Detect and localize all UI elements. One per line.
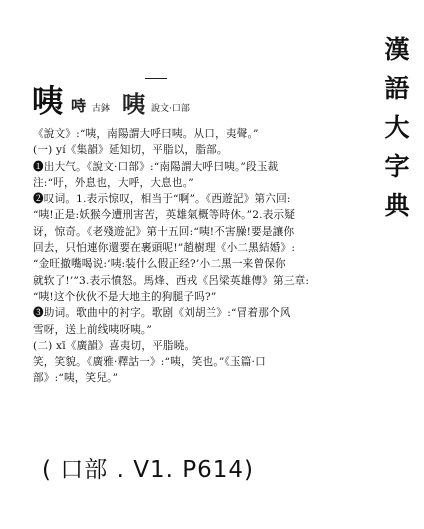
entry-line: 讶，惊奇。《老殘遊記》第十五回:“咦!不害臊!要是讓你: [33, 225, 295, 238]
entry-line: 笑，笑貌。《廣雅·釋詁一》:“咦，笑也。”《玉篇·口: [33, 356, 266, 369]
divider-mark: [145, 78, 167, 79]
handwritten-reference: ( 口部 . V1. P614): [42, 457, 254, 483]
seal-script-glyph: 咦: [122, 90, 146, 118]
entry-line: 注:“吁，外息也，大呼，大息也。”: [33, 176, 194, 189]
entry-line: 部》:“咦，笑兒。”: [33, 372, 119, 385]
entry-line: “咦!这个伙伙不是大地主的狗腿子吗?”: [33, 290, 217, 303]
ancient-form-glyph: 𠱾: [71, 97, 87, 115]
entry-line: “咦!正是:妖猴今遭刑害苦，英雄氣概等時休。”2.表示疑: [33, 209, 296, 222]
title-char: 大: [384, 113, 410, 142]
title-char: 語: [384, 74, 410, 103]
entry-line: 回去，只怕連你還要在裹頭呢!”趙樹理《小二黑結婚》:: [33, 242, 296, 255]
entry-line: “金旺撤嘴喝说:‘咦:装什么假正经?’小二黑一来曾保你: [33, 258, 286, 271]
seal-script-label: 說文·口部: [151, 103, 190, 114]
entry-line: (二) xī《廣韻》喜夷切，平脂曉。: [33, 339, 196, 352]
entry-line: ❸助词。歌曲中的衬字。歌剧《刘胡兰》:“冒着那个风: [33, 307, 291, 320]
entry-line: 雪呀，送上前线咦呀咦。”: [33, 323, 153, 336]
title-char: 漢: [384, 35, 410, 64]
dictionary-title: [380, 30, 414, 225]
ancient-form-label: 古鉢: [92, 103, 111, 114]
entry-line: (一) yí《集韻》延知切，平脂以，脂部。: [33, 144, 228, 157]
entry-body: [33, 126, 365, 387]
entry-line: ❶出大气。《說文·口部》:“南陽謂大呼曰咦。”段玉裁: [33, 160, 279, 173]
entry-line: 《說文》:“咦，南陽謂大呼曰咦。从口，夷聲。”: [33, 128, 259, 140]
headword: 咦: [32, 84, 63, 120]
headword-row: [32, 82, 190, 122]
entry-line: ❷叹词。1.表示惊叹，相当于“啊”。《西遊記》第六回:: [33, 193, 291, 206]
entry-line: 就软了!’”3.表示憤怒。馬烽、西戎《呂梁英雄傳》第三章:: [33, 274, 310, 287]
title-char: 字: [384, 152, 410, 181]
title-char: 典: [384, 191, 410, 220]
